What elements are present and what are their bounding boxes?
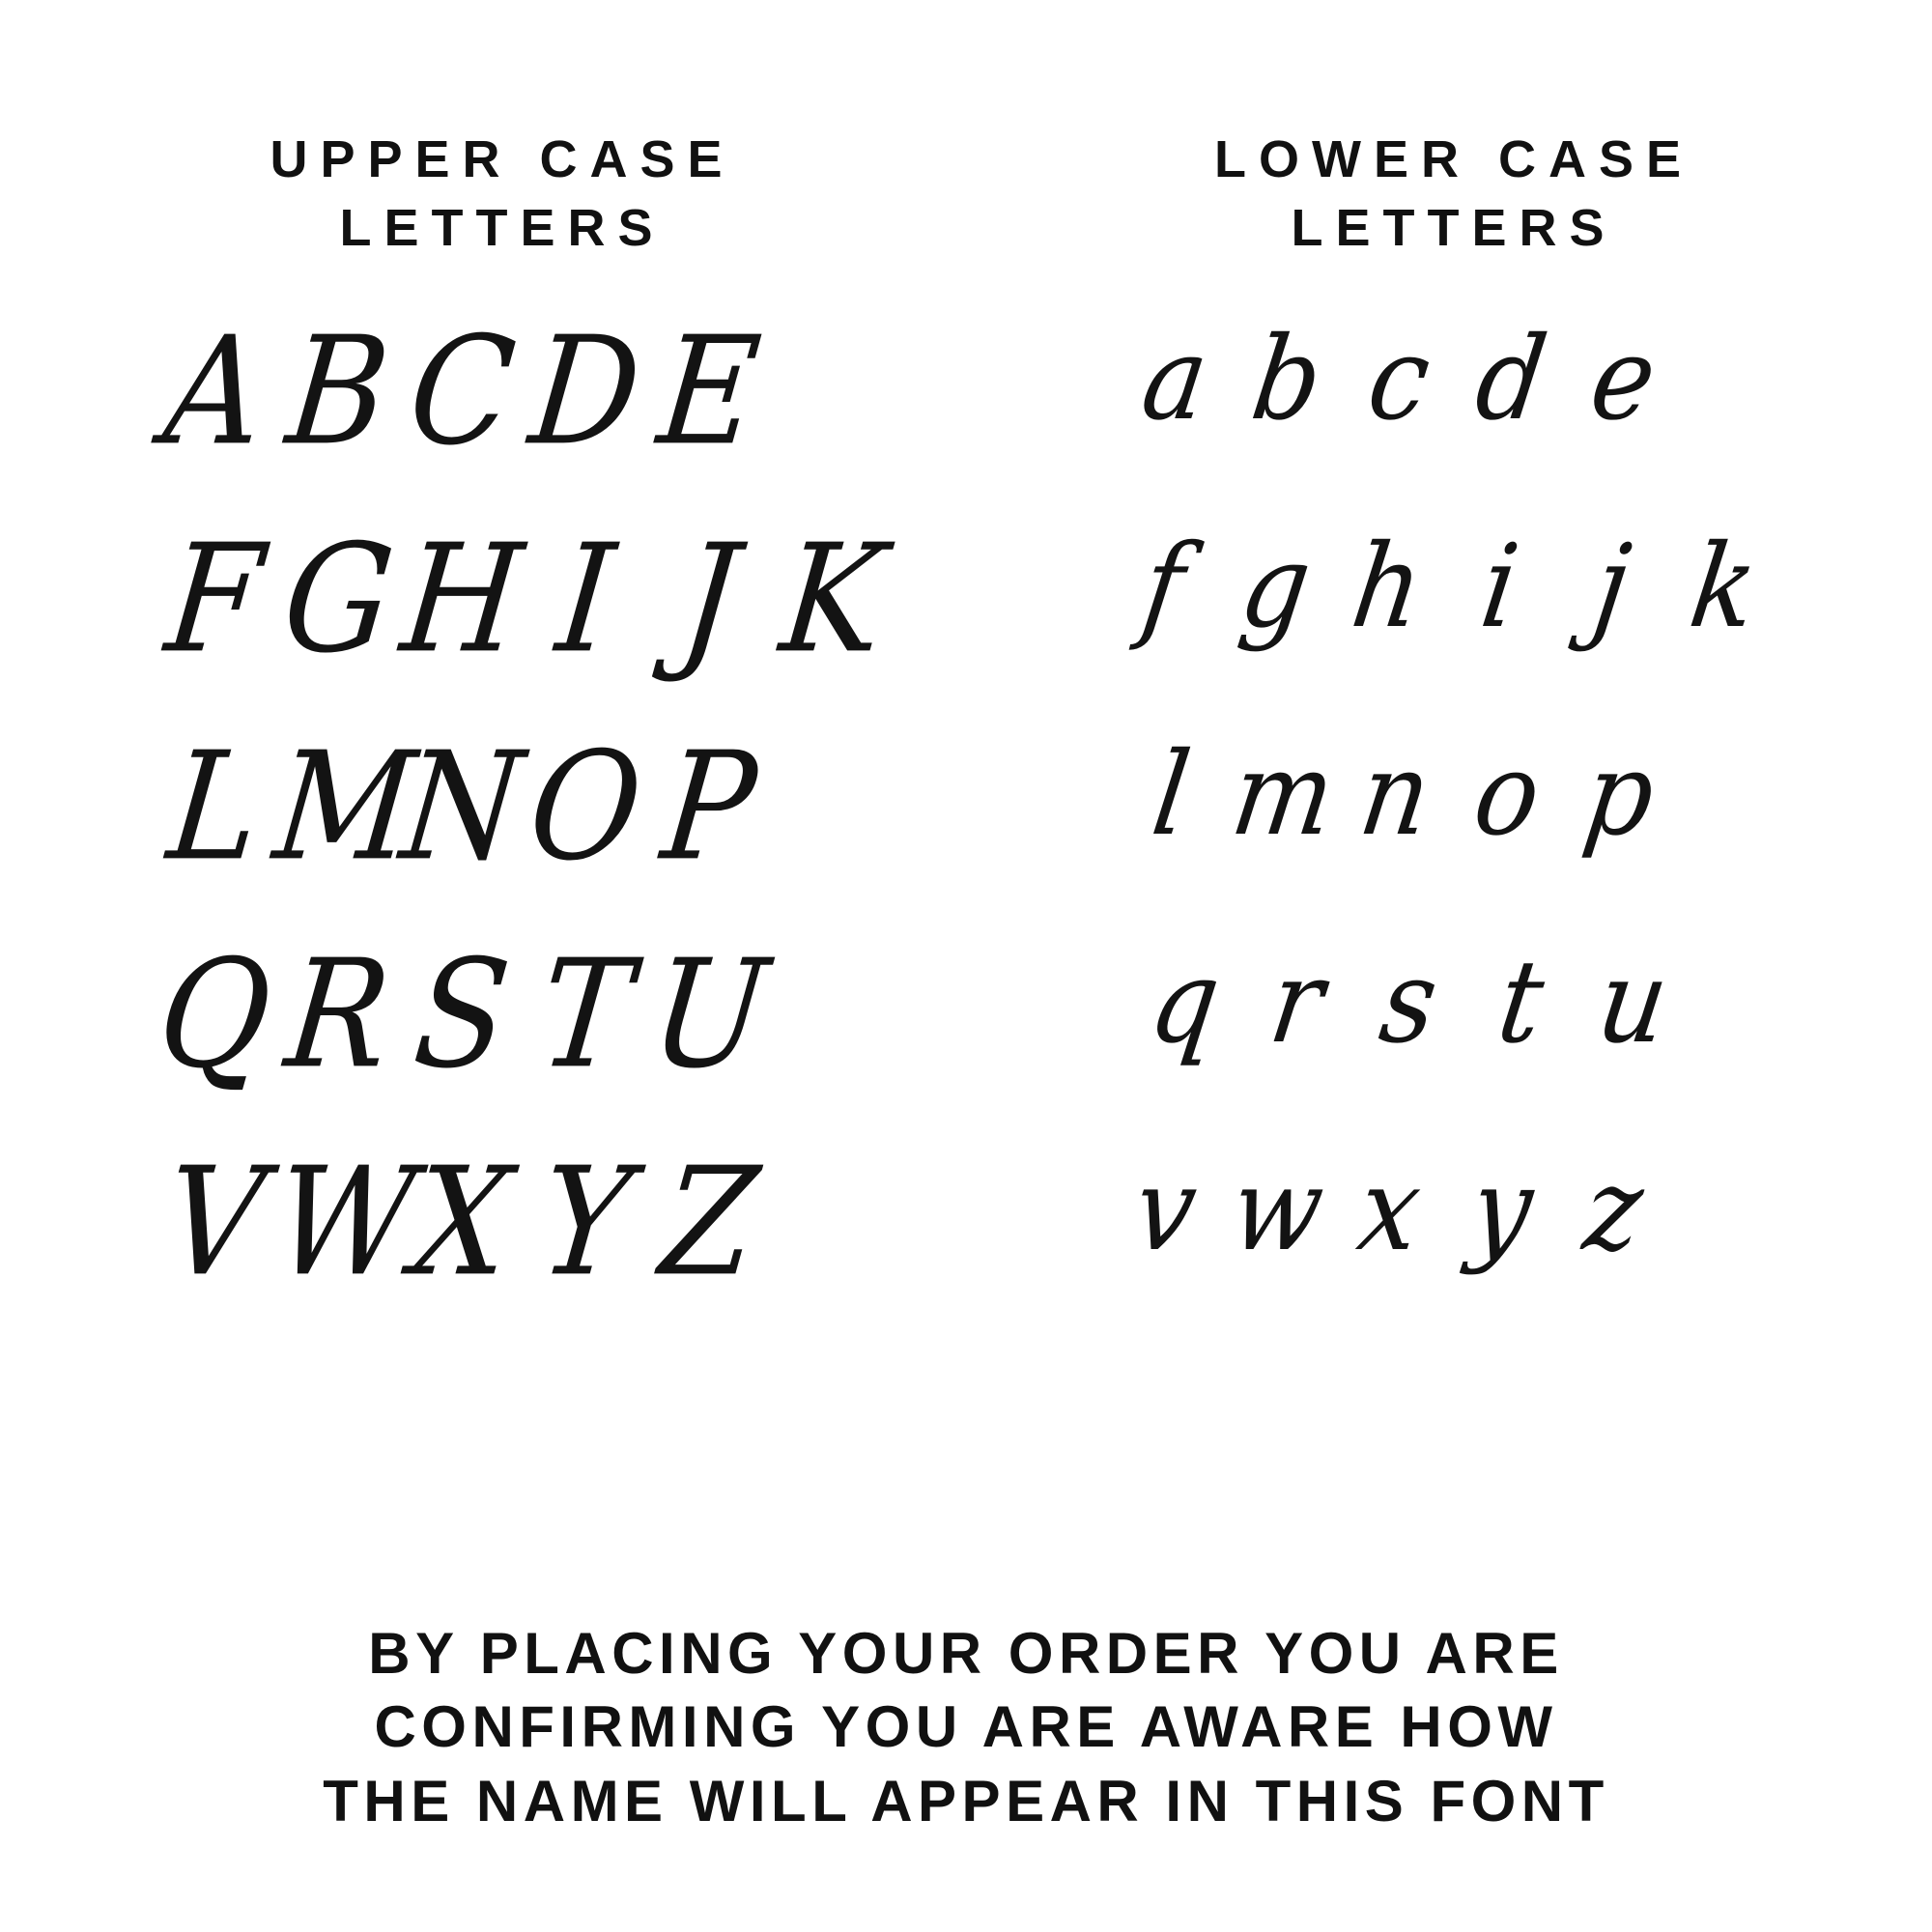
glyph-uppercase: R — [278, 926, 398, 1101]
glyph-lowercase: e — [1582, 312, 1664, 446]
glyph-uppercase: A — [156, 303, 272, 478]
glyph-uppercase: U — [643, 926, 775, 1101]
glyph-uppercase: G — [275, 511, 401, 686]
glyph-lowercase: s — [1373, 935, 1445, 1069]
uppercase-heading-line2: LETTERS — [339, 199, 666, 258]
uppercase-row — [145, 719, 937, 956]
glyph-lowercase: p — [1577, 727, 1662, 862]
uppercase-heading — [135, 126, 869, 264]
glyph-lowercase: k — [1683, 520, 1765, 654]
lowercase-heading-line2: LETTERS — [1291, 199, 1617, 258]
glyph-lowercase: z — [1577, 1143, 1651, 1277]
lowercase-row — [1092, 312, 1893, 541]
lowercase-column-header — [966, 126, 1932, 264]
lowercase-row — [1092, 1143, 1893, 1372]
lowercase-row — [1092, 520, 1893, 749]
glyph-lowercase: a — [1134, 312, 1216, 446]
lowercase-heading — [1087, 126, 1821, 264]
specimen-area — [0, 303, 1932, 1372]
glyph-lowercase: m — [1224, 727, 1343, 862]
uppercase-row — [145, 511, 937, 749]
glyph-lowercase: d — [1468, 312, 1554, 446]
order-disclaimer — [0, 1617, 1932, 1839]
glyph-lowercase: i — [1473, 520, 1526, 654]
glyph-uppercase: H — [394, 511, 529, 686]
glyph-lowercase: y — [1463, 1143, 1541, 1277]
glyph-lowercase: r — [1262, 935, 1331, 1069]
lowercase-row — [1092, 935, 1893, 1164]
disclaimer-line-3: THE NAME WILL APPEAR IN THIS FONT — [323, 1769, 1609, 1834]
glyph-uppercase: N — [394, 719, 530, 894]
glyph-uppercase: P — [655, 719, 764, 894]
glyph-uppercase: J — [673, 511, 746, 686]
glyph-uppercase: E — [651, 303, 768, 478]
lowercase-row — [1092, 727, 1893, 956]
glyph-lowercase: o — [1466, 727, 1548, 862]
glyph-uppercase: Z — [653, 1134, 765, 1309]
disclaimer-line-1: BY PLACING YOUR ORDER YOU ARE — [368, 1620, 1564, 1686]
glyph-uppercase: D — [523, 303, 648, 478]
glyph-uppercase: O — [522, 719, 650, 894]
headings-row — [0, 0, 1932, 264]
glyph-uppercase: V — [156, 1134, 272, 1309]
glyph-lowercase: v — [1126, 1143, 1205, 1277]
glyph-uppercase: F — [158, 511, 270, 686]
glyph-uppercase: X — [405, 1134, 519, 1309]
glyph-uppercase: Y — [532, 1134, 639, 1309]
glyph-uppercase: T — [531, 926, 639, 1101]
glyph-uppercase: C — [401, 303, 523, 478]
uppercase-row — [145, 303, 937, 541]
glyph-uppercase: M — [267, 719, 422, 894]
glyph-uppercase: L — [160, 719, 269, 894]
glyph-lowercase: n — [1351, 727, 1438, 862]
glyph-lowercase: b — [1244, 312, 1330, 446]
glyph-uppercase: S — [407, 926, 517, 1101]
glyph-lowercase: c — [1360, 312, 1438, 446]
glyph-uppercase: W — [267, 1134, 423, 1309]
glyph-uppercase: B — [279, 303, 397, 478]
glyph-uppercase: I — [550, 511, 621, 686]
glyph-uppercase: Q — [151, 926, 279, 1101]
glyph-lowercase: h — [1344, 520, 1431, 654]
glyph-lowercase: q — [1142, 935, 1228, 1069]
glyph-lowercase: w — [1223, 1143, 1332, 1277]
glyph-uppercase: K — [774, 511, 893, 686]
uppercase-row — [145, 926, 937, 1164]
glyph-lowercase: f — [1134, 520, 1193, 654]
glyph-lowercase: x — [1350, 1143, 1429, 1277]
lowercase-specimen — [966, 312, 1932, 1372]
uppercase-column-header — [0, 126, 966, 264]
lowercase-heading-line1: LOWER CASE — [1213, 130, 1693, 188]
disclaimer-line-2: CONFIRMING YOU ARE AWARE HOW — [374, 1694, 1558, 1760]
glyph-lowercase: u — [1589, 935, 1676, 1069]
glyph-lowercase: g — [1233, 520, 1319, 654]
uppercase-specimen — [0, 303, 966, 1372]
glyph-lowercase: l — [1145, 727, 1198, 862]
glyph-lowercase: j — [1586, 520, 1637, 654]
uppercase-heading-line1: UPPER CASE — [270, 130, 735, 188]
uppercase-row — [145, 1134, 937, 1372]
glyph-lowercase: t — [1491, 935, 1551, 1069]
